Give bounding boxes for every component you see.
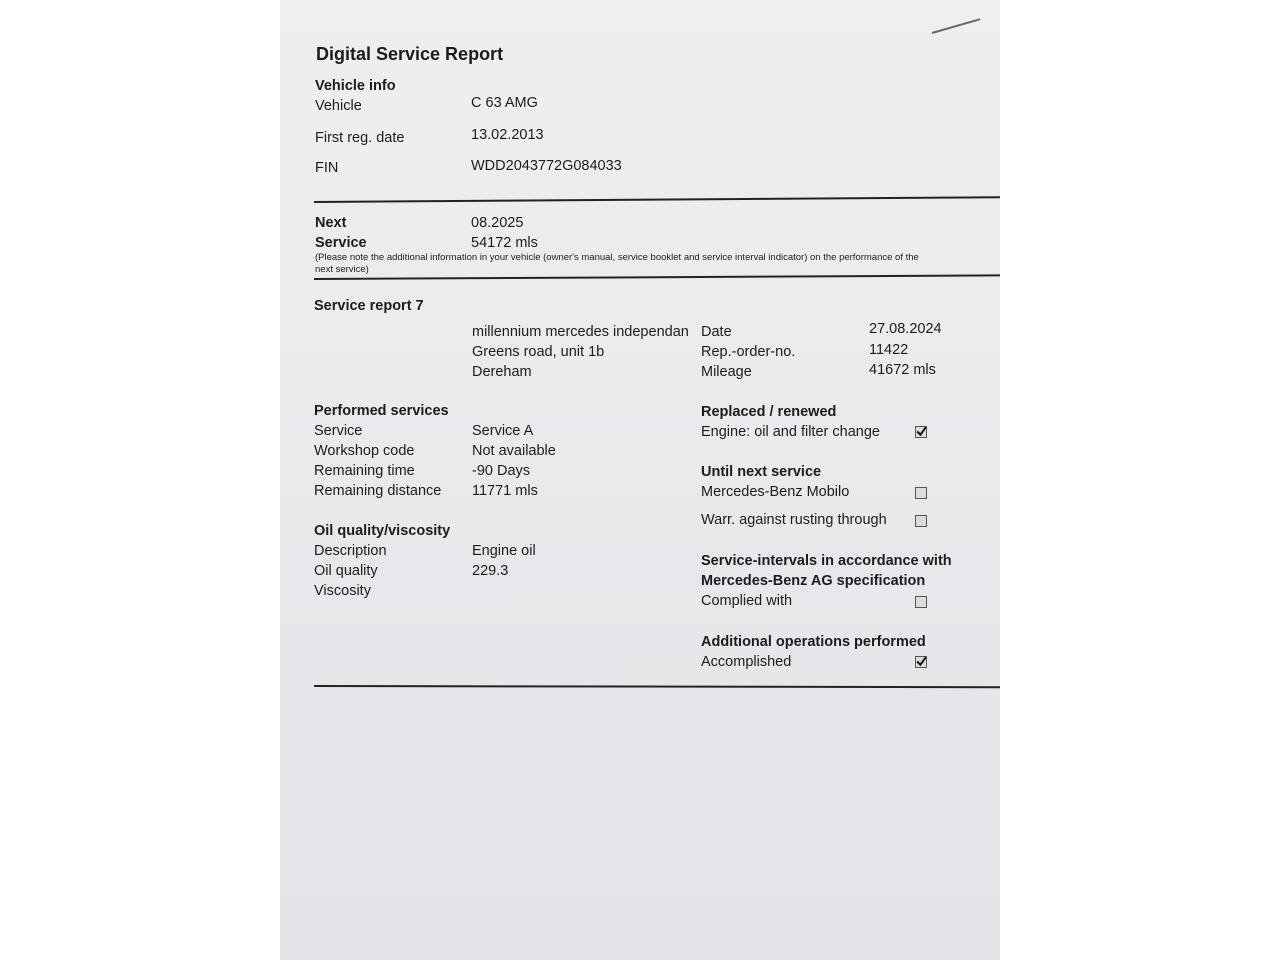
workshop-address-1: millennium mercedes independan bbox=[472, 324, 689, 340]
performed-row-label: Remaining distance bbox=[314, 483, 442, 499]
order-label: Rep.-order-no. bbox=[701, 344, 796, 360]
replaced-heading: Replaced / renewed bbox=[701, 404, 837, 420]
next-service-heading-1: Next bbox=[315, 215, 347, 231]
oil-heading: Oil quality/viscosity bbox=[314, 523, 451, 539]
next-service-mileage: 54172 mls bbox=[471, 235, 538, 251]
intervals-heading-1: Service-intervals in accordance with bbox=[701, 553, 952, 569]
oil-row-label: Description bbox=[314, 543, 387, 559]
fin-label: FIN bbox=[315, 160, 339, 176]
rust-warranty-checkbox bbox=[915, 515, 927, 527]
date-label: Date bbox=[701, 324, 732, 340]
mileage-value: 41672 mls bbox=[869, 362, 936, 378]
intervals-heading-2: Mercedes-Benz AG specification bbox=[701, 573, 926, 589]
date-value: 27.08.2024 bbox=[869, 321, 942, 337]
performed-row-label: Service bbox=[314, 423, 363, 439]
oil-row-label: Viscosity bbox=[314, 583, 371, 599]
workshop-address-3: Dereham bbox=[472, 364, 532, 380]
performed-row-value: Service A bbox=[472, 423, 534, 439]
vehicle-value: C 63 AMG bbox=[471, 95, 538, 111]
performed-row-value: -90 Days bbox=[472, 463, 531, 479]
performed-services-heading: Performed services bbox=[314, 403, 449, 419]
mobilo-checkbox bbox=[915, 487, 927, 499]
service-report-heading: Service report 7 bbox=[314, 298, 424, 314]
staple-mark bbox=[932, 18, 981, 34]
additional-heading: Additional operations performed bbox=[701, 634, 926, 650]
paper-sheet bbox=[280, 0, 1000, 960]
replaced-item-label: Engine: oil and filter change bbox=[701, 424, 880, 440]
next-service-heading-2: Service bbox=[315, 235, 367, 251]
divider-1 bbox=[314, 196, 1000, 203]
checkmark-icon bbox=[915, 425, 928, 438]
checkmark-icon bbox=[915, 655, 928, 668]
complied-checkbox bbox=[915, 596, 927, 608]
mobilo-label: Mercedes-Benz Mobilo bbox=[701, 484, 850, 500]
performed-row-label: Remaining time bbox=[314, 463, 415, 479]
workshop-address-2: Greens road, unit 1b bbox=[472, 344, 605, 360]
divider-3 bbox=[314, 685, 1000, 688]
next-service-note-1: (Please note the additional information in your vehicle (owner's manual, service booklet and service interval indicator) on the performance of the bbox=[315, 252, 919, 263]
first-reg-label: First reg. date bbox=[315, 130, 405, 146]
mileage-label: Mileage bbox=[701, 364, 752, 380]
report-title: Digital Service Report bbox=[316, 44, 504, 64]
complied-label: Complied with bbox=[701, 593, 793, 609]
accomplished-label: Accomplished bbox=[701, 654, 792, 670]
performed-row-label: Workshop code bbox=[314, 443, 415, 459]
oil-row-label: Oil quality bbox=[314, 563, 378, 579]
next-service-date: 08.2025 bbox=[471, 215, 524, 231]
oil-filter-checkbox bbox=[915, 426, 927, 438]
order-value: 11422 bbox=[869, 342, 909, 358]
divider-2 bbox=[314, 274, 1000, 279]
next-service-note-2: next service) bbox=[315, 264, 369, 275]
rust-warranty-label: Warr. against rusting through bbox=[701, 512, 887, 528]
vehicle-label: Vehicle bbox=[315, 98, 362, 114]
performed-row-value: 11771 mls bbox=[472, 483, 538, 499]
oil-row-value: Engine oil bbox=[472, 543, 536, 559]
vehicle-info-heading: Vehicle info bbox=[315, 78, 396, 94]
oil-row-value: 229.3 bbox=[472, 563, 509, 579]
performed-row-value: Not available bbox=[472, 443, 556, 459]
accomplished-checkbox bbox=[915, 656, 927, 668]
until-next-heading: Until next service bbox=[701, 464, 822, 480]
first-reg-value: 13.02.2013 bbox=[471, 127, 544, 143]
fin-value: WDD2043772G084033 bbox=[471, 158, 622, 174]
